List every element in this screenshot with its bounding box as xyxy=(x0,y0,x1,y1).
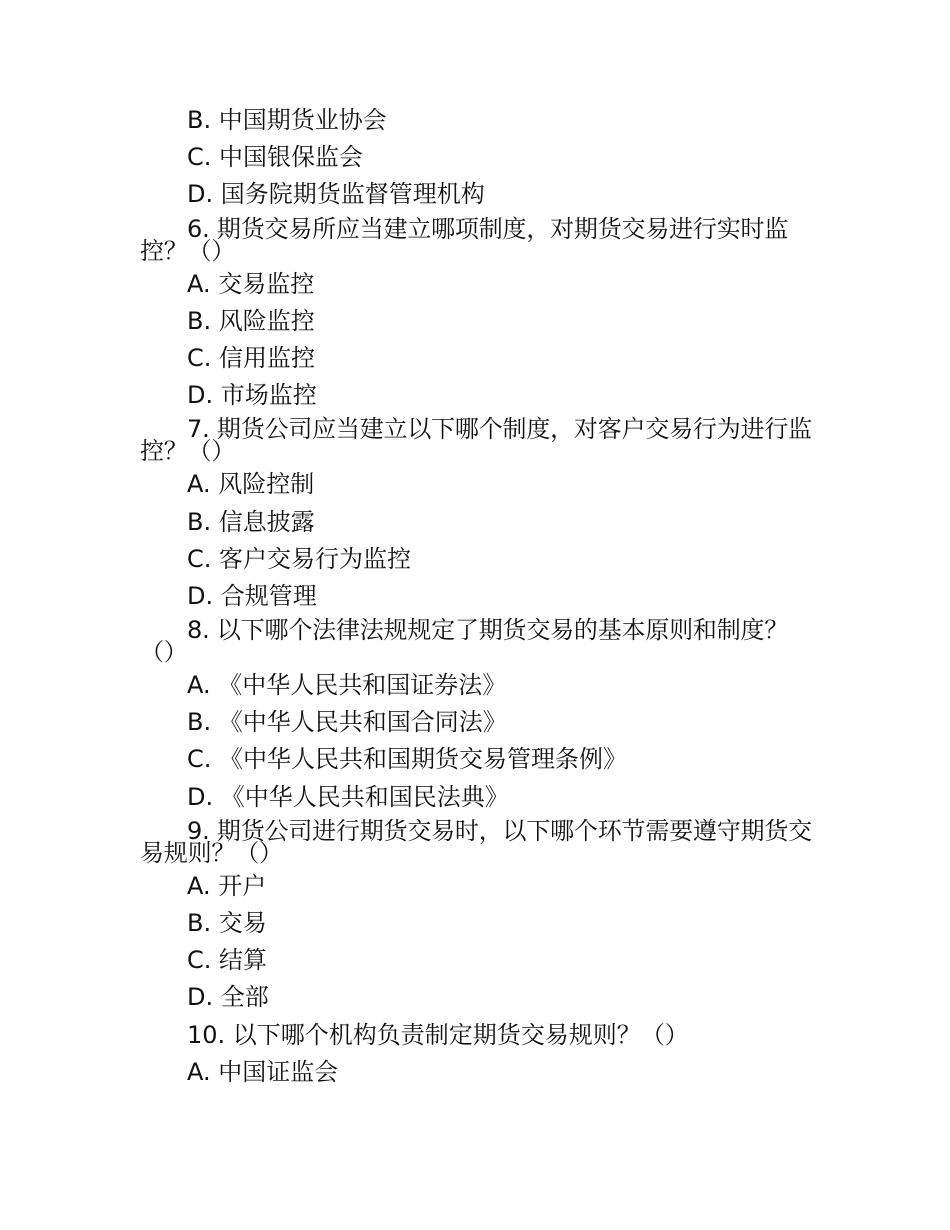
option-8c: C. 《中华人民共和国期货交易管理条例》 xyxy=(187,745,628,774)
option-6c: C. 信用监控 xyxy=(187,343,316,372)
option-5d: D. 国务院期货监督管理机构 xyxy=(187,180,485,209)
question-9: 9. 期货公司进行期货交易时，以下哪个环节需要遵守期货交易规则？（） xyxy=(140,816,812,867)
option-9c: C. 结算 xyxy=(187,946,268,975)
option-9b: B. 交易 xyxy=(187,909,267,937)
option-7b: B. 信息披露 xyxy=(187,507,315,536)
question-6: 6. 期货交易所应当建立哪项制度，对期货交易进行实时监控？（） xyxy=(140,214,789,265)
question-10: 10. 以下哪个机构负责制定期货交易规则？（） xyxy=(187,1020,689,1049)
option-10a: A. 中国证监会 xyxy=(187,1057,339,1086)
option-9d: D. 全部 xyxy=(187,983,269,1012)
option-7c: C. 客户交易行为监控 xyxy=(187,544,412,573)
option-8b: B. 《中华人民共和国合同法》 xyxy=(187,708,507,737)
option-5b: B. 中国期货业协会 xyxy=(187,106,387,134)
option-7d: D. 合规管理 xyxy=(187,581,317,610)
option-7a: A. 风险控制 xyxy=(187,470,315,499)
option-6d: D. 市场监控 xyxy=(187,381,317,410)
option-6b: B. 风险监控 xyxy=(187,306,315,335)
option-9a: A. 开户 xyxy=(187,871,267,900)
option-8d: D. 《中华人民共和国民法典》 xyxy=(187,782,509,811)
question-8: 8. 以下哪个法律法规规定了期货交易的基本原则和制度？（） xyxy=(140,616,789,667)
question-7: 7. 期货公司应当建立以下哪个制度，对客户交易行为进行监控？（） xyxy=(140,415,812,466)
option-6a: A. 交易监控 xyxy=(187,269,315,298)
option-8a: A. 《中华人民共和国证券法》 xyxy=(187,671,507,700)
option-5c: C. 中国银保监会 xyxy=(187,143,364,172)
document-content xyxy=(140,102,812,1091)
